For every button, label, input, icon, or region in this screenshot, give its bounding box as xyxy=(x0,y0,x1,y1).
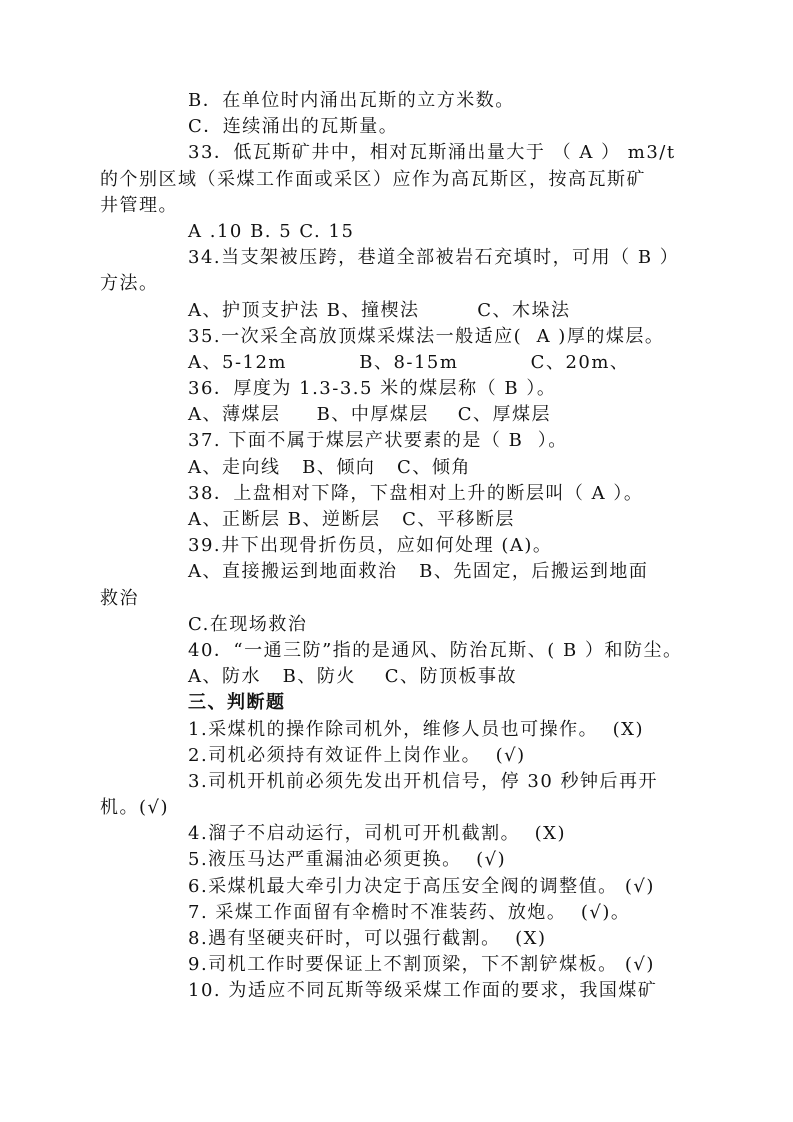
option-b-q32: B．在单位时内涌出瓦斯的立方米数。 xyxy=(188,90,515,111)
options-q39-ab: A、直接搬运到地面救治 B、先固定，后搬运到地面 xyxy=(188,561,649,583)
option-c-q39: C.在现场救治 xyxy=(188,613,308,635)
options-q40: A、防水 B、防火 C、防顶板事故 xyxy=(188,666,518,688)
question-40: 40．“一通三防”指的是通风、防治瓦斯、( B ）和防尘。 xyxy=(188,639,683,661)
judgment-3: 3.司机开机前必须先发出开机信号，停 30 秒钟后再开 xyxy=(188,770,659,792)
judgment-10: 10. 为适应不同瓦斯等级采煤工作面的要求，我国煤矿 xyxy=(188,980,658,1002)
judgment-7: 7. 采煤工作面留有伞檐时不准装药、放炮。 (√)。 xyxy=(188,901,631,923)
question-35: 35.一次采全高放顶煤采煤法一般适应( A )厚的煤层。 xyxy=(188,325,665,347)
options-q39-cont: 救治 xyxy=(100,587,139,609)
judgment-2: 2.司机必须持有效证件上岗作业。 (√) xyxy=(188,744,526,766)
judgment-1: 1.采煤机的操作除司机外，维修人员也可操作。 (X) xyxy=(188,718,644,740)
option-c-q32: C．连续涌出的瓦斯量。 xyxy=(188,116,399,138)
question-33-cont-2: 井管理。 xyxy=(100,194,178,216)
judgment-3-cont: 机。(√) xyxy=(100,797,170,819)
options-q38: A、正断层 B、逆断层 C、平移断层 xyxy=(188,509,515,530)
question-36: 36．厚度为 1.3-3.5 米的煤层称（ B ）。 xyxy=(188,378,557,400)
options-q34: A、护顶支护法 B、撞楔法 C、木垛法 xyxy=(188,299,571,321)
document-page xyxy=(100,88,702,1005)
options-q33: A .10 B. 5 C. 15 xyxy=(188,220,355,242)
question-33-cont-1: 的个别区域（采煤工作面或采区）应作为高瓦斯区，按高瓦斯矿 xyxy=(100,168,646,190)
question-37: 37. 下面不属于煤层产状要素的是（ B ）。 xyxy=(188,430,568,452)
judgment-4: 4.溜子不启动运行，司机可开机截割。 (X) xyxy=(188,823,566,845)
judgment-5: 5.液压马达严重漏油必须更换。 (√) xyxy=(188,849,507,871)
options-q36: A、薄煤层 B、中厚煤层 C、厚煤层 xyxy=(188,404,551,426)
judgment-8: 8.遇有坚硬夹矸时，可以强行截割。 (X) xyxy=(188,928,547,949)
question-38: 38．上盘相对下降，下盘相对上升的断层叫（ A ）。 xyxy=(188,482,644,504)
section-heading-judgment: 三、判断题 xyxy=(188,692,286,714)
question-39: 39.井下出现骨折伤员，应如何处理 (A)。 xyxy=(188,535,553,557)
judgment-9: 9.司机工作时要保证上不割顶梁，下不割铲煤板。 (√) xyxy=(188,954,655,976)
question-33: 33．低瓦斯矿井中，相对瓦斯涌出量大于 （ A ） m3/t xyxy=(188,142,676,164)
options-q37: A、走向线 B、倾向 C、倾角 xyxy=(188,456,471,478)
question-34-cont: 方法。 xyxy=(100,273,159,295)
judgment-6: 6.采煤机最大牵引力决定于高压安全阀的调整值。 (√) xyxy=(188,875,655,897)
question-34: 34.当支架被压跨，巷道全部被岩石充填时，可用（ B ） xyxy=(188,247,680,269)
options-q35: A、5-12m B、8-15m C、20m、 xyxy=(188,351,630,373)
